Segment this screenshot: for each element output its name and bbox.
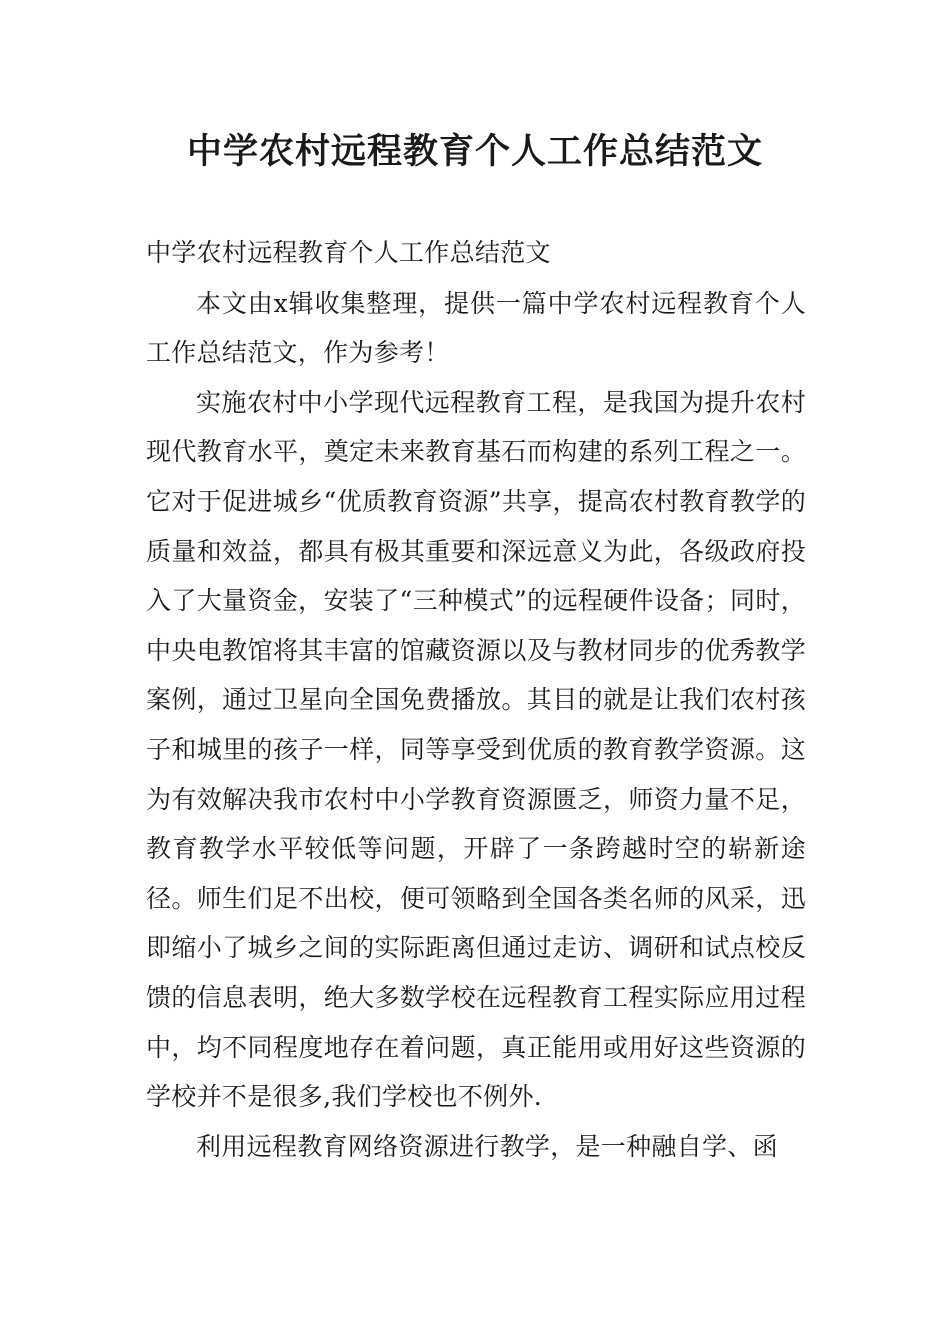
document-title: 中学农村远程教育个人工作总结范文 xyxy=(186,132,763,172)
document-body xyxy=(146,228,806,1171)
document-subtitle: 中学农村远程教育个人工作总结范文 xyxy=(146,238,551,267)
paragraph-intro: 本文由x辑收集整理，提供一篇中学农村远程教育个人工作总结范文，作为参考！ xyxy=(146,288,806,368)
paragraph-main: 实施农村中小学现代远程教育工程，是我国为提升农村现代教育水平，奠定未来教育基石而构建的系列工程之一。它对于促进城乡“优质教育资源”共享，提高农村教育教学的质量和效益，都具有极其重要和深远意义为此，各级政府投入了大量资金，安装了“三种模式”的远程硬件设备；同时，中央电教馆将其丰富的馆藏资源以及与教材同步的优秀教学案例，通过卫星向全国免费播放。其目的就是让我们农村孩子和城里的孩子一样，同等享受到优质的教育教学资源。这为有效解决我市农村中小学教育资源匮乏，师资力量不足，教育教学水平较低等问题，开辟了一条跨越时空的崭新途径。师生们足不出校，便可领略到全国各类名师的风采，迅即缩小了城乡之间的实际距离但通过走访、调研和试点校反馈的信息表明，绝大多数学校在远程教育工程实际应用过程中，均不同程度地存在着问题，真正能用或用好这些资源的学校并不是很多,我们学校也不例外. xyxy=(146,387,806,1112)
paragraph-continued: 利用远程教育网络资源进行教学，是一种融自学、函 xyxy=(196,1131,778,1161)
